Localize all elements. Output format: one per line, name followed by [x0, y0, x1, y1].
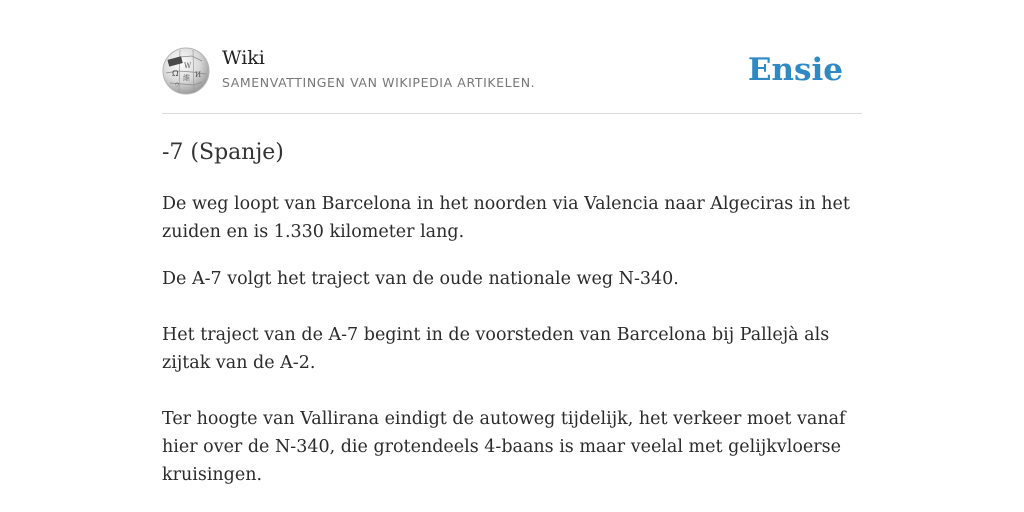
svg-text:Ω: Ω — [172, 69, 179, 78]
article-paragraph: Ter hoogte van Vallirana eindigt de autoweg tijdelijk, het verkeer moet vanaf hier over de N-340, die grotendeels 4-baans is maar veelal met gelijkvloerse kruisingen. — [162, 409, 846, 485]
wikipedia-globe-icon[interactable] — [162, 47, 210, 95]
svg-text:И: И — [195, 71, 202, 79]
site-header — [162, 44, 862, 113]
article-paragraph: De weg loopt van Barcelona in het noorden via Valencia naar Algeciras in het zuiden en is 1.330 kilometer lang. — [162, 194, 850, 242]
article-body — [162, 190, 862, 489]
svg-text:維: 維 — [183, 74, 190, 82]
site-tagline: SAMENVATTINGEN VAN WIKIPEDIA ARTIKELEN. — [222, 75, 536, 90]
article-paragraph: Het traject van de A-7 begint in de voorsteden van Barcelona bij Pallejà als zijtak van de A-2. — [162, 325, 830, 373]
header-divider — [162, 113, 862, 114]
brand-logo-link[interactable]: Ensie — [747, 52, 843, 88]
site-name[interactable]: Wiki — [222, 47, 265, 69]
svg-text:ウ: ウ — [174, 82, 181, 89]
svg-text:W: W — [184, 62, 192, 70]
page-title: -7 (Spanje) — [162, 140, 284, 165]
article-paragraph: De A-7 volgt het traject van de oude nationale weg N-340. — [162, 269, 679, 289]
